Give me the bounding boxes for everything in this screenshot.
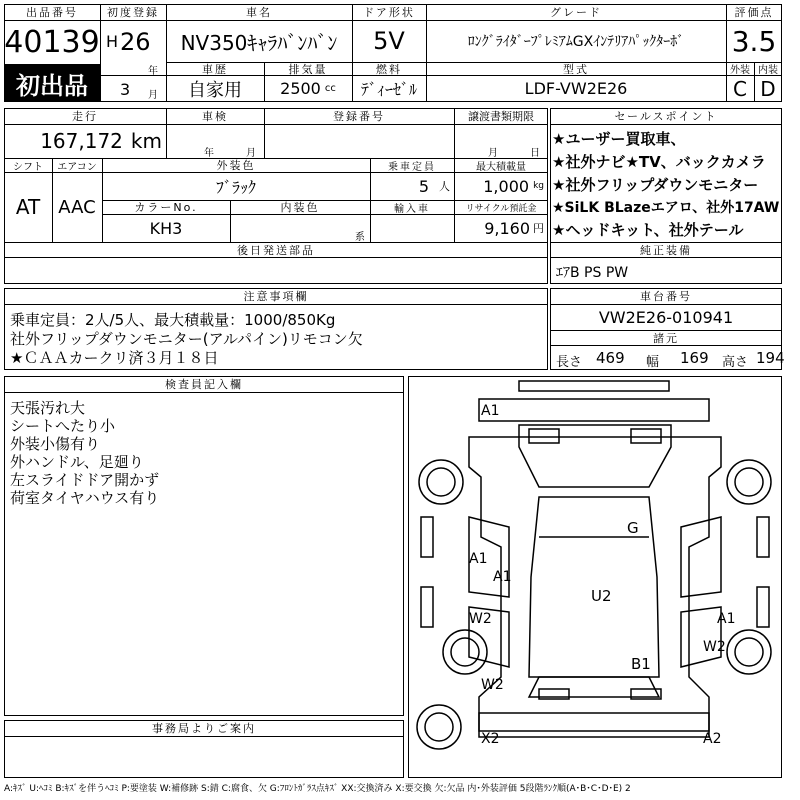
sales-label: セールスポイント xyxy=(614,110,718,123)
equipment: ｴｱB PS PW xyxy=(556,265,629,281)
reg-no-label: 登録番号 xyxy=(333,110,385,123)
office-label: 事務局よりご案内 xyxy=(152,722,256,735)
recycle-unit: 円 xyxy=(533,222,544,235)
max-load: 1,000 xyxy=(483,176,530,196)
sales-point-2: ★社外ナビ★TV、バックカメラ xyxy=(552,153,766,171)
exterior-grade: C xyxy=(733,76,747,101)
ext-color-label: 外装色 xyxy=(216,159,256,172)
shift: AT xyxy=(15,195,41,219)
inspection-label: 車検 xyxy=(202,110,228,123)
height: 194 xyxy=(756,349,785,367)
model-label: 型式 xyxy=(563,62,589,76)
inspection-year: 年 xyxy=(204,148,214,159)
damage-x2: X2 xyxy=(481,731,500,747)
mileage-cell xyxy=(4,124,162,158)
era: H xyxy=(106,32,119,51)
capacity-label: 乗車定員 xyxy=(388,161,436,173)
shift-label: シフト xyxy=(13,161,43,173)
inspector-line-1: 天張汚れ大 xyxy=(10,399,86,417)
history-label: 車歴 xyxy=(202,62,228,76)
capacity-unit: 人 xyxy=(439,180,450,193)
displacement: 2500 xyxy=(280,79,321,98)
deferred-label: 後日発送部品 xyxy=(237,243,315,257)
capacity-cell xyxy=(370,172,450,200)
mileage-label: 走行 xyxy=(72,110,98,123)
sales-point-3: ★社外フリップダウンモニター xyxy=(552,176,759,194)
grade-label: グレード xyxy=(550,6,602,19)
door-type: 5V xyxy=(373,27,405,55)
width-label: 幅 xyxy=(646,355,660,370)
inspector-line-4: 外ハンドル、足廻り xyxy=(10,453,144,471)
model: LDF-VW2E26 xyxy=(524,79,628,98)
month-unit: 月 xyxy=(148,90,158,101)
sales-point-4: ★SiLK BLazeエアロ、社外17AW xyxy=(552,200,780,216)
length-label: 長さ xyxy=(556,355,583,370)
transfer-label: 譲渡書類期限 xyxy=(468,110,534,123)
car-name: NV350ｷｬﾗﾊﾞﾝﾊﾞﾝ xyxy=(180,30,338,55)
displacement-cell xyxy=(264,75,352,102)
grade: ﾛﾝｸﾞﾗｲﾀﾞｰﾌﾟﾚﾐｱﾑGXｲﾝﾃﾘｱﾊﾟｯｸﾀｰﾎﾞ xyxy=(467,34,685,50)
recycle-cell xyxy=(454,214,544,242)
score: 3.5 xyxy=(731,24,777,58)
lot-label: 出品番号 xyxy=(26,6,78,19)
damage-a1-top: A1 xyxy=(481,403,500,419)
mileage-unit: km xyxy=(130,129,162,153)
month-num: 3 xyxy=(120,80,131,99)
max-load-cell xyxy=(454,172,544,200)
dims-label: 諸元 xyxy=(653,331,679,345)
chassis-label: 車台番号 xyxy=(640,290,692,303)
inspector-label: 検査員記入欄 xyxy=(165,378,243,391)
recycle: 9,160 xyxy=(484,218,530,238)
exterior-label: 外装 xyxy=(730,65,750,76)
inspector-line-6: 荷室タイヤハウス有り xyxy=(10,489,160,507)
damage-g: G xyxy=(627,519,639,537)
door-label: ドア形状 xyxy=(363,6,415,19)
damage-w2-right: W2 xyxy=(703,639,726,655)
first-reg-label: 初度登録 xyxy=(107,6,159,19)
interior-grade: D xyxy=(760,76,776,101)
chassis-number: VW2E26-010941 xyxy=(598,307,734,327)
ac: AAC xyxy=(58,196,96,218)
int-color-suffix: 系 xyxy=(355,232,365,243)
length: 469 xyxy=(596,349,625,367)
year-num: 26 xyxy=(120,28,151,56)
max-load-unit: kg xyxy=(533,181,544,191)
legend: A:ｷｽﾞ U:ﾍｺﾐ B:ｷｽﾞを伴うﾍｺﾐ P:要塗装 W:補修跡 S:錆 C:腐食、欠 G:ﾌﾛﾝﾄｶﾞﾗｽ点ｷｽﾞ XX:交換済み X:要交換 欠:欠品 内･外装評価 5段階ﾗﾝｸ順(A･B･C･D･E) 2 xyxy=(4,784,631,794)
damage-a1-right: A1 xyxy=(717,611,736,627)
interior-label: 内装 xyxy=(758,65,778,76)
sales-point-5: ★ヘッドキット、社外テール xyxy=(552,221,744,239)
height-label: 高さ xyxy=(722,355,749,370)
inspection-month: 月 xyxy=(246,148,256,159)
damage-a1-left-2: A1 xyxy=(493,569,512,585)
note-line-1: 乗車定員：2人/5人、最大積載量：1000/850Kg xyxy=(10,311,336,329)
damage-w2-left-2: W2 xyxy=(481,677,504,693)
equipment-label: 純正装備 xyxy=(640,243,692,257)
sales-point-1: ★ユーザー買取車、 xyxy=(552,130,686,148)
damage-u2: U2 xyxy=(591,587,612,605)
damage-a1-left: A1 xyxy=(469,551,488,567)
score-label: 評価点 xyxy=(734,6,774,19)
ac-label: エアコン xyxy=(57,161,97,173)
width: 169 xyxy=(680,349,709,367)
lot-number: 40139 xyxy=(4,24,100,60)
inspector-line-3: 外装小傷有り xyxy=(10,435,101,453)
history: 自家用 xyxy=(188,79,242,101)
inspector-line-5: 左スライドドア開かず xyxy=(10,471,160,489)
capacity: 5 xyxy=(418,176,429,196)
transfer-day: 日 xyxy=(530,148,540,159)
color-no-label: カラーNo. xyxy=(134,201,198,214)
max-load-label: 最大積載量 xyxy=(476,161,526,173)
fuel-label: 燃料 xyxy=(376,62,402,76)
recycle-label: リサイクル預託金 xyxy=(465,203,537,214)
int-color-label: 内装色 xyxy=(280,201,320,214)
damage-w2-left: W2 xyxy=(469,611,492,627)
damage-a2: A2 xyxy=(703,731,722,747)
damage-b1: B1 xyxy=(631,655,651,673)
color-no: KH3 xyxy=(149,218,183,238)
transfer-month: 月 xyxy=(488,148,498,159)
first-listing-badge: 初出品 xyxy=(4,64,100,102)
car-diagram xyxy=(408,376,782,778)
import-label: 輸入車 xyxy=(394,203,430,215)
car-outline xyxy=(409,377,781,777)
ext-color: ﾌﾞﾗｯｸ xyxy=(215,177,256,197)
car-name-label: 車名 xyxy=(246,6,272,19)
note-line-3: ★ＣＡＡカークリ済３月１８日 xyxy=(10,349,219,367)
displacement-unit: cc xyxy=(324,83,336,94)
mileage: 167,172 xyxy=(40,129,123,153)
inspector-line-2: シートへたり小 xyxy=(10,417,116,435)
note-line-2: 社外フリップダウンモニター(アルパイン)リモコン欠 xyxy=(10,330,363,348)
fuel: ﾃﾞｨｰｾﾞﾙ xyxy=(360,80,417,99)
year-unit: 年 xyxy=(148,66,158,77)
displacement-label: 排気量 xyxy=(288,62,328,76)
notes-label: 注意事項欄 xyxy=(243,290,309,303)
